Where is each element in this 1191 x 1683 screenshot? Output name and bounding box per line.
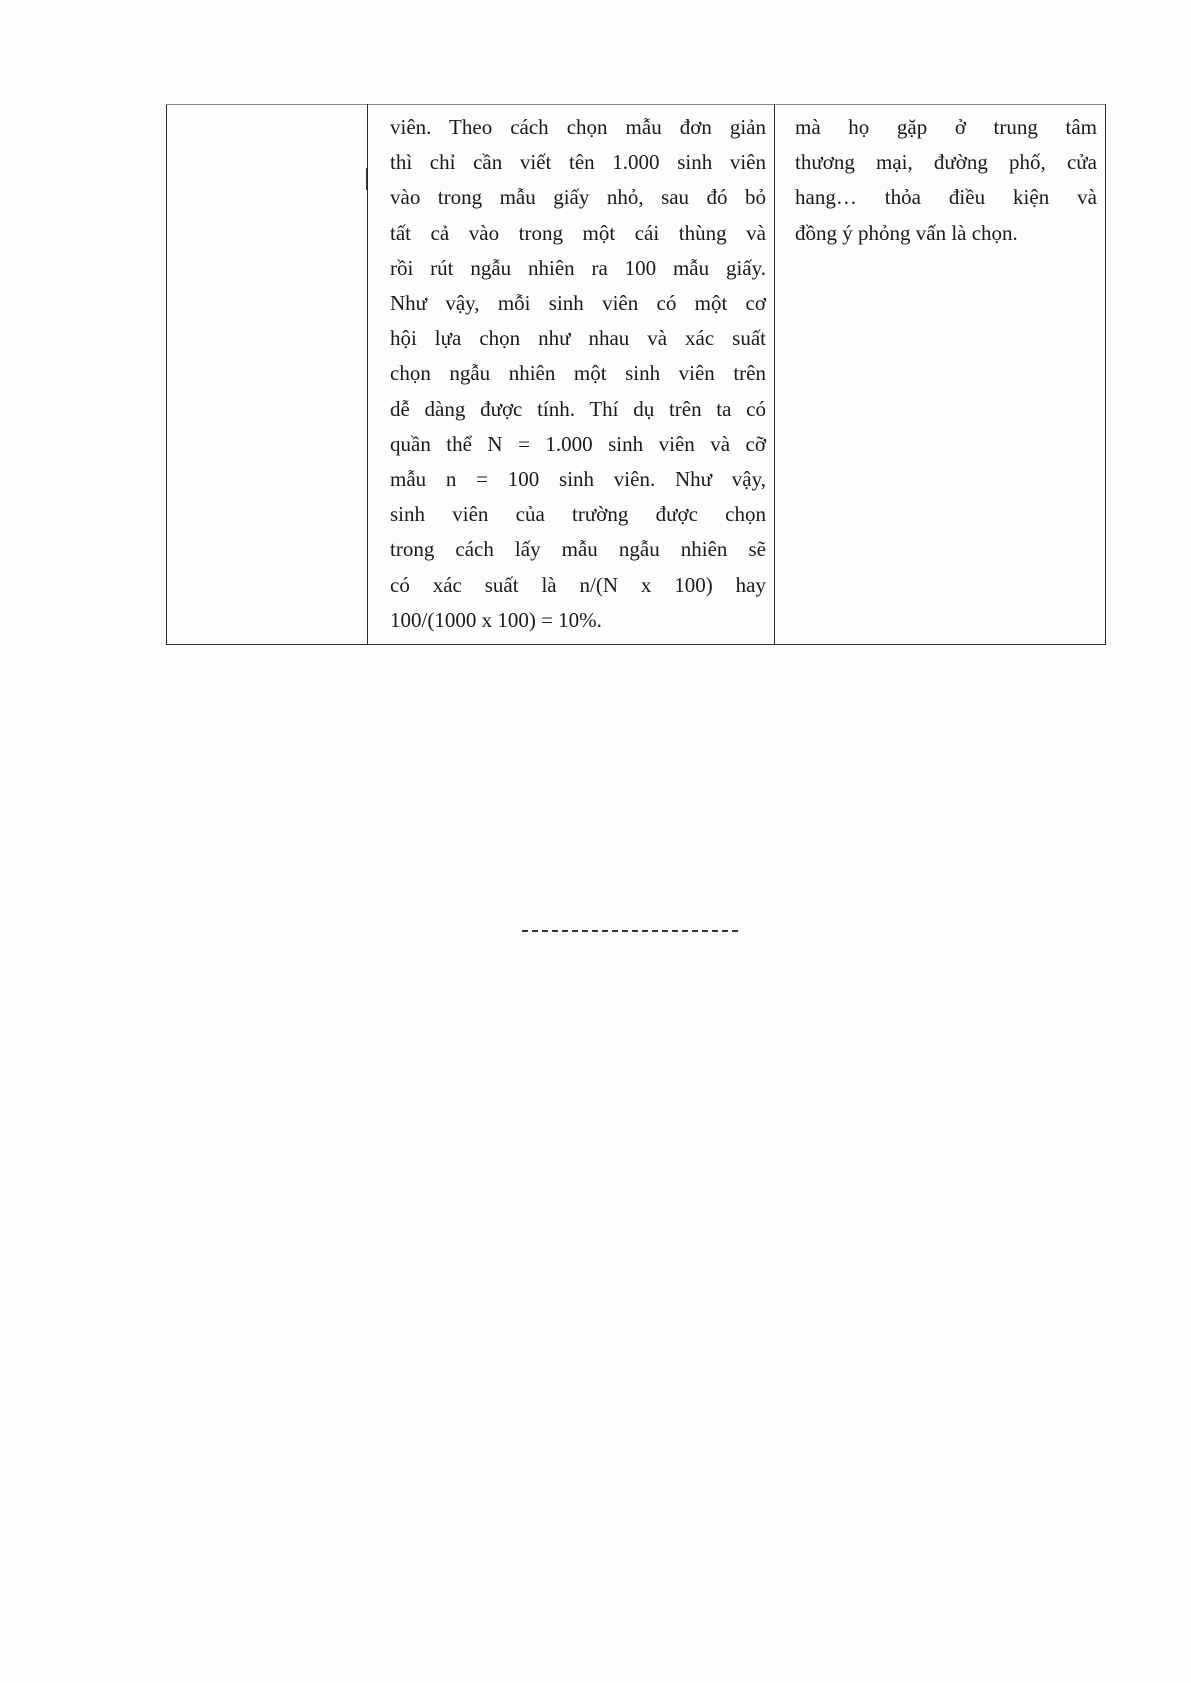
text-line: viên. Theo cách chọn mẫu đơn giản [390,115,766,139]
text-line: thương mại, đường phố, cửa [795,150,1097,175]
text-line: 100/(1000 x 100) = 10%. [390,607,602,632]
text-line: hang… thỏa điều kiện và [795,185,1097,210]
text-line: quần thể N = 1.000 sinh viên và cỡ [390,431,766,456]
text-line: Như vậy, mỗi sinh viên có một cơ [390,291,766,316]
text-line: dễ dàng được tính. Thí dụ trên ta có [390,396,766,421]
text-line: có xác suất là n/(N x 100) hay [390,572,766,597]
text-line: hội lựa chọn như nhau và xác suất [390,326,766,351]
text-line: sinh viên của trường được chọn [390,502,766,527]
text-line: rồi rút ngẫu nhiên ra 100 mẫu giấy. [390,255,766,280]
text-line: đồng ý phỏng vấn là chọn. [795,220,1018,245]
text-line: trong cách lấy mẫu ngẫu nhiên sẽ [390,537,766,562]
text-line: chọn ngẫu nhiên một sinh viên trên [390,361,766,386]
section-separator [522,930,738,932]
text-line: mà họ gặp ở trung tâm [795,115,1097,139]
text-line: mẫu n = 100 sinh viên. Như vậy, [390,467,766,492]
table-cell-simple-random-sampling [368,105,775,645]
table-cell-first-column [167,105,368,645]
text-line: vào trong mẫu giấy nhỏ, sau đó bỏ [390,185,766,210]
table-cell-convenience-sampling [775,105,1106,645]
table-row [167,105,1106,645]
text-line: thì chỉ cần viết tên 1.000 sinh viên [390,150,766,175]
text-line: tất cả vào trong một cái thùng và [390,220,766,245]
comparison-table [166,104,1106,645]
